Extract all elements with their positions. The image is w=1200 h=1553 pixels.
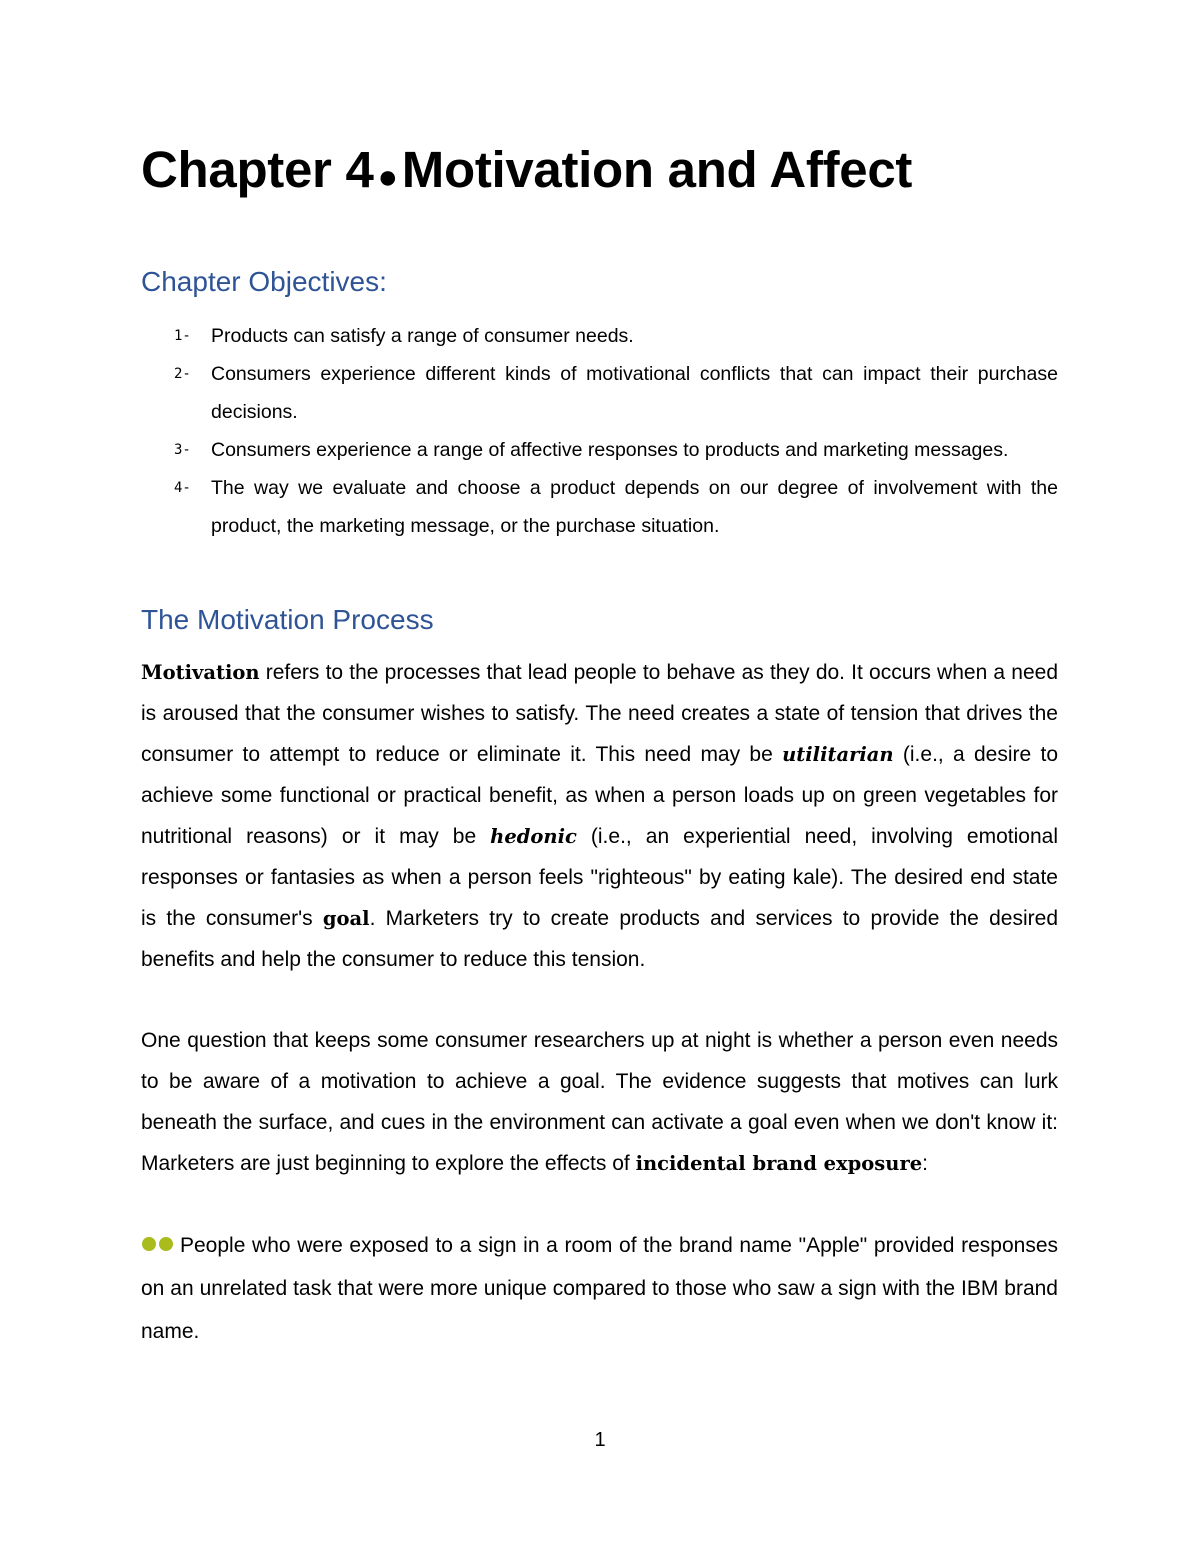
- objective-number: 2-: [174, 366, 191, 382]
- objectives-list: [141, 317, 1058, 545]
- term-utilitarian: utilitarian: [782, 743, 894, 766]
- chapter-title-suffix: Motivation and Affect: [401, 141, 913, 198]
- objective-item: [141, 317, 1058, 355]
- objective-text: Consumers experience different kinds of motivational conflicts that can impact their purchase decisions.: [211, 363, 1058, 423]
- paragraph-text: . Marketers try to create products and services to provide the desired benefits and help the consumer to reduce this tension.: [141, 907, 1058, 971]
- paragraph-text: (i.e., a desire to achieve some functional or practical benefit, as when a person loads up on green vegetables for nutritional reasons) or it may be: [141, 743, 1059, 848]
- paragraph-motivation: [141, 652, 1058, 980]
- term-goal: goal: [322, 907, 370, 930]
- objectives-heading: Chapter Objectives:: [141, 266, 387, 297]
- objective-text: Products can satisfy a range of consumer needs.: [211, 325, 634, 347]
- paragraph-text: refers to the processes that lead people to behave as they do. It occurs when a need is aroused that the consumer wishes to satisfy. The need creates a state of tension that drives the consumer to attempt to reduce or eliminate it. This need may be: [141, 661, 1058, 766]
- paragraph-text: :: [922, 1152, 928, 1175]
- objective-number: 1-: [174, 328, 191, 344]
- paragraph-text: One question that keeps some consumer researchers up at night is whether a person even needs to be aware of a motivation to achieve a goal. The evidence suggests that motives can lurk beneath the surface, and cues in the environment can activate a goal even when we don't know it: Marketers are just beginning to explore the effects of: [141, 1029, 1058, 1175]
- double-dot-bullet-icon: [141, 1236, 175, 1252]
- title-dot-icon: ●: [377, 158, 398, 197]
- page-number: 1: [594, 1429, 606, 1451]
- objective-text: Consumers experience a range of affective responses to products and marketing messages.: [211, 439, 1009, 461]
- paragraph-text: (i.e., an experiential need, involving emotional responses or fantasies as when a person feels "righteous" by eating kale). The desired end state is the consumer's: [141, 825, 1058, 930]
- section-heading: The Motivation Process: [141, 604, 434, 635]
- paragraph-awareness: [141, 1020, 1058, 1184]
- bullet-item: [141, 1224, 1058, 1353]
- objective-text: The way we evaluate and choose a product depends on our degree of involvement with the product, the marketing message, or the purchase situation.: [211, 477, 1058, 537]
- objective-item: [141, 355, 1058, 431]
- objective-number: 4-: [174, 480, 191, 496]
- term-hedonic: hedonic: [490, 825, 577, 848]
- objective-item: [141, 469, 1058, 545]
- chapter-title: [141, 140, 912, 199]
- chapter-title-prefix: Chapter 4: [141, 141, 374, 198]
- term-incidental-brand-exposure: incidental brand exposure: [635, 1152, 923, 1175]
- objective-number: 3-: [174, 442, 191, 458]
- bullet-text: People who were exposed to a sign in a room of the brand name "Apple" provided responses on an unrelated task that were more unique compared to those who saw a sign with the IBM brand name.: [141, 1234, 1058, 1343]
- objective-item: [141, 431, 1058, 469]
- term-motivation: Motivation: [141, 661, 260, 684]
